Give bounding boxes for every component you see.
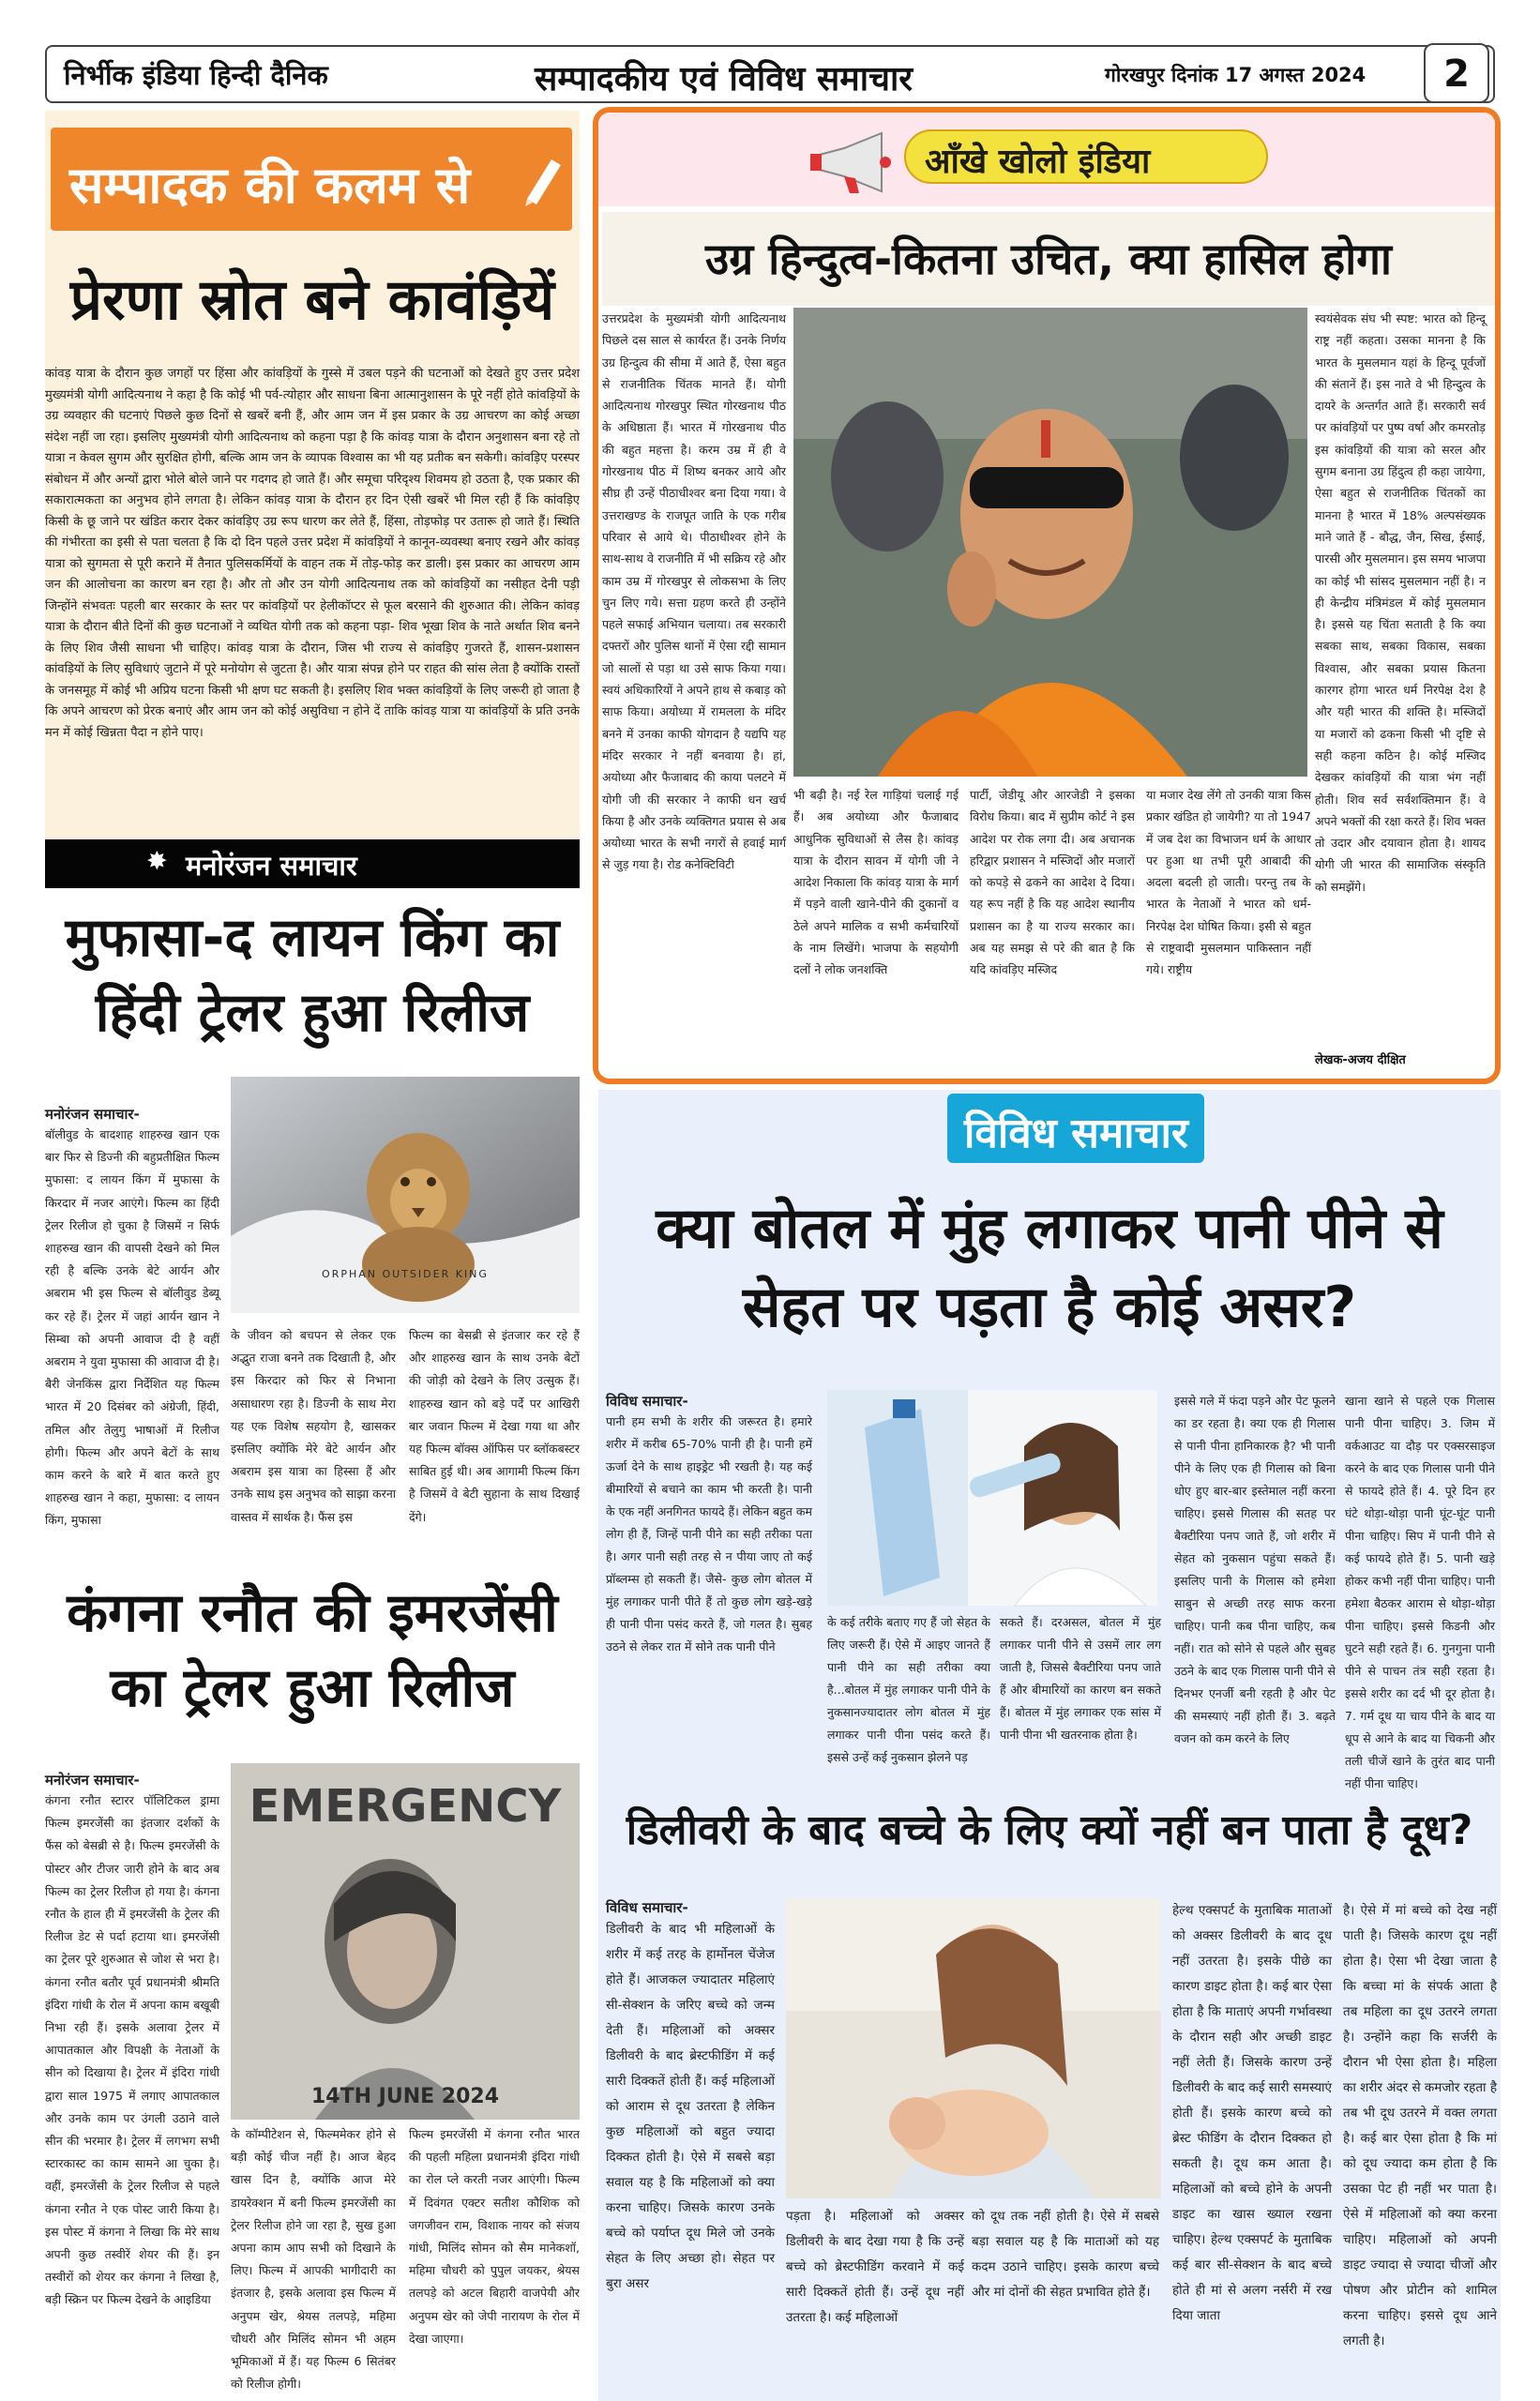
- bottle-text-1: पानी हम सभी के शरीर की जरूरत है। हमारे शरीर में करीब 65-70% पानी ही है। पानी हमें ऊर्जा देने के साथ हाइड्रेट भी रखती है। यह कई बीमारियों से बचाने का काम भी करती है। पानी के एक नहीं अनगिनत फायदे हैं। लेकिन बहुत कम लोग ही हैं, जिन्हें पानी पीने का सही तरीका पता है। अगर पानी सही तरह से न पीया जाए तो कई प्रॉब्लम्स हो सकती हैं। जैसे- कुछ लोग बोतल में मुंह लगाकर पानी पीते हैं तो कुछ लोग खड़े-खड़े ही पानी पीना पसंद करते हैं, जो गलत है। सुबह उठने से लेकर रात में सोने तक पानी पीने: [606, 1414, 812, 1654]
- editorial-banner: [51, 128, 572, 231]
- mufasa-column-3: फिल्म का बेसब्री से इंतजार कर रहे हैं और शाहरुख खान के साथ उनके बेटों की जोड़ी को देखने के लिए उत्सुक हैं। शाहरुख खान को बड़े पर्दे पर आखिरी बार जवान फिल्म में देखा गया था और यह फिल्म बॉक्स ऑफिस पर ब्लॉकबस्टर साबित हुई थी। अब आगामी फिल्म किंग है जिसमें वे बेटी सुहाना के साथ दिखाई देंगे।: [409, 1328, 580, 1524]
- delivery-photo: [786, 1898, 1161, 2198]
- bottle-photo: [827, 1390, 1157, 1606]
- bottle-column-3: सकते हैं। दरअसल, बोतल में मुंह लगाकर पानी पीने से उसमें लार लग जाती है, जिससे बैक्टीरिया पनप जाते हैं और बीमारियों का कारण बन सकते हैं। बोतल में मुंह लगाकर एक सांस में पानी पीना भी खतरनाक होता है।: [1000, 1615, 1161, 1742]
- mufasa-byline: मनोरंजन समाचार-: [45, 1106, 140, 1123]
- pen-icon: [520, 154, 565, 206]
- mufasa-column-2: के जीवन को बचपन से लेकर एक अद्भुत राजा बनने तक दिखाती है, और इस किरदार को फिर से निभाना असाधारण रहा है। डिज्नी के साथ मेरा यह एक विशेष सहयोग है, खासकर इसलिए क्योंकि मेरे बेटे आर्यन और अबराम इस यात्रा का हिस्सा हैं और उनके साथ इस अनुभव को साझा करना वास्तव में सार्थक है। फैंस इस: [231, 1328, 396, 1524]
- kangana-text-1: कंगना रनौत स्टारर पॉलिटिकल ड्रामा फिल्म इमरजेंसी का इंतजार दर्शकों के फैंस को बेसब्री से है। फिल्म इमरजेंसी के पोस्टर और टीजर जारी होने के बाद अब फिल्म का ट्रेलर रिलीज हो गया है। कंगना रनौत के हाल ही में इमरजेंसी के ट्रेलर की रिलीज डेट से पर्दा हटाया था। इमरजेंसी का ट्रेलर पूरे शुरुआत से जोश से भरा है। कंगना रनौत बतौर पूर्व प्रधानमंत्री श्रीमति इंदिरा गांधी के रोल में अपना काम बखूबी निभा रही हैं। इसके अलावा ट्रेलर में आपातकाल और विपक्षी के नेताओं के सीन को दिखाया है। ट्रेलर में इंदिरा गांधी द्वारा साल 1975 में लगाए आपातकाल और उनके काम पर उंगली उठाने वाले सीन की भरमार है। ट्रेलर में लगभग सभी स्टारकास्ट का काम सामने आ चुका है। वहीं, इमरजेंसी के ट्रेलर रिलीज से पहले कंगना रनौत ने एक पोस्ट जारी किया है। इस पोस्ट में कंगना ने लिखा कि मेरे साथ अपनी कुछ तस्वीरें शेयर की हैं। इन तस्वीरों को शेयर कर कंगना ने लिखा है, बड़ी स्क्रिन पर फिल्म देखने के आइडिया: [45, 1793, 219, 2307]
- editorial-headline: प्रेरणा स्रोत बने कावंड़ियें: [69, 267, 555, 333]
- entertainment-section-bar: [45, 839, 580, 888]
- poster-date: 14TH JUNE 2024: [310, 2085, 500, 2108]
- masthead: [45, 45, 1495, 103]
- dateline: गोरखपुर दिनांक 17 अगस्त 2024: [1105, 64, 1366, 86]
- kangana-byline: मनोरंजन समाचार-: [45, 1772, 140, 1789]
- feature-column-right: स्वयंसेवक संघ भी स्पष्ट: भारत को हिन्दू राष्ट्र नहीं कहता। उसका मानना है कि भारत के मुसलमान यहां के हिन्दू पूर्वजों की संतानें हैं। इस नाते वे भी हिन्दुत्व के दायरे के अन्तर्गत आते हैं। सरकारी सर्व पर कांवड़ियों पर पुष्प वर्षा और कमरतोड़ इस कांवड़ियों की यात्रा को सरल और सुगम बनाना उग्र हिंदुत्व ही कहा जायेगा, ऐसा बहुत से राजनीतिक चिंतकों का मानना है भारत में 18% अल्पसंख्यक माने जाते हैं - बौद्ध, जैन, सिख, ईसाई, पारसी और मुसलमान। इस समय भाजपा का कोई भी सांसद मुसलमान नहीं है। न ही केन्द्रीय मंत्रिमंडल में कोई मुसलमान है। इससे यह चिंता सताती है कि क्या सबका साथ, सबका विकास, सबका विश्वास, और सबका प्रयास कितना कारगर होगा भारत धर्म निरपेक्ष देश है और यही भारत की शक्ति है। मस्जिदों या मजारों को ढकना किसी भी दृष्टि से सही कहना कठिन है। कोई मस्जिद देखकर कांवड़ियों की यात्रा भंग नहीं होती। शिव सर्व सर्वशक्तिमान हैं। वे अपने भक्तों की रक्षा करते हैं। शिव भक्त तो उदार और दयावान होता है। शायद योगी जी भारत की सामाजिक संस्कृति को समझेंगे।: [1315, 311, 1486, 894]
- editorial-section: [45, 111, 580, 840]
- mufasa-poster-image: [231, 1077, 580, 1313]
- page-number: 2: [1424, 43, 1489, 103]
- kangana-column-3: फिल्म इमरजेंसी में कंगना रनौत भारत की पहली महिला प्रधानमंत्री इंदिरा गांधी का रोल प्ले करती नजर आएंगी। फिल्म में दिवंगत एक्टर सतीश कौशिक को जगजीवन राम, विशाक नायर को संजय गांधी, मिलिंद सोमन को सैम मानेकशॉ, महिमा चौधरी को पुपुल जयकर, श्रेयस तलपड़े को अटल बिहारी वाजपेयी और अनुपम खेर को जेपी नारायण के रोल में देखा जाएगा।: [409, 2127, 580, 2346]
- bottle-column-2: के कई तरीके बताए गए हैं जो सेहत के लिए जरूरी हैं। ऐसे में आइए जानते हैं पानी पीने का सही तरीका क्या है...बोतल में मुंह लगाकर पानी पीने के नुकसानज्यादातर लोग बोतल में मुंह लगाकर पानी पीना पसंद करते हैं। इससे उन्हें कई नुकसान झेलने पड़: [827, 1615, 990, 1764]
- feature-photo: [793, 308, 1307, 777]
- feature-column-bottom-2: पार्टी, जेडीयू और आरजेडी ने इसका विरोध किया। बाद में सुप्रीम कोर्ट ने इस आदेश पर रोक लगा दी। अब अचानक हरिद्वार प्रशासन ने मस्जिदों और मजारों को कपड़े से ढकने का आदेश दे दिया। यह रूप नहीं है कि यह आदेश स्थानीय प्रशासन का है या राज्य सरकार का। अब यह समझ से परे की बात है कि यदि कांवड़िए मस्जिद: [970, 788, 1135, 977]
- feature-tag-text: आँखे खोलो इंडिया: [925, 143, 1151, 181]
- delivery-headline: डिलीवरी के बाद बच्चे के लिए क्यों नहीं बन पाता है दूध?: [626, 1806, 1473, 1854]
- delivery-text-1: डिलीवरी के बाद भी महिलाओं के शरीर में कई तरह के हार्मोनल चेंजेज होते हैं। आजकल ज्यादातर महिलाएं सी-सेक्शन के जरिए बच्चे को जन्म देती हैं। महिलाओं को अक्सर डिलीवरी के बाद ब्रेस्टफीडिंग में कई सारी दिक्कतें होती हैं। कई महिलाओं को आराम से दूध उतरता है लेकिन कुछ महिलाओं को बहुत ज्यादा दिक्कत होती है। ऐसे में सबसे बड़ा सवाल यह है कि महिलाओं को क्या करना चाहिए। जिसके कारण उनके बच्चे को पर्याप्त दूध मिले जो उनके सेहत के लिए अच्छा हो। सेहत पर बुरा असर: [606, 1922, 775, 2291]
- feature-section: [593, 107, 1501, 1084]
- section-title: सम्पादकीय एवं विविध समाचार: [535, 60, 913, 98]
- delivery-column-3: को दूध तक नहीं होती है। ऐसे में सबसे बड़ा सवाल यह है कि माताओं को यह कदम उठाने चाहिए। इसके कारण बच्चे और मां दोनों की सेहत प्रभावित होते हैं।: [972, 2209, 1159, 2300]
- feature-tag: [904, 129, 1268, 184]
- delivery-column-2: पड़ता है। महिलाओं को अक्सर डिलीवरी के बाद देखा गया है कि उन्हें बच्चे को ब्रेस्टफीडिंग करवाने में कई सारी दिक्कतें होती हैं। उन्हें दूध नहीं उतरता है। कई महिलाओं: [786, 2209, 964, 2325]
- mufasa-headline: मुफासा-द लायन किंग का हिंदी ट्रेलर हुआ रिलीज: [65, 907, 560, 1044]
- feature-column-bottom-3: या मजार देख लेंगे तो उनकी यात्रा किस प्रकार खंडित हो जायेगी? या तो 1947 में जब देश का विभाजन धर्म के आधार पर हुआ था तभी पूरी आबादी की अदला बदली हो जाती। परन्तु तब के भारत के नेताओं ने भारत को धर्म-निरपेक्ष देश घोषित किया। इसी से बहुत से राष्ट्रवादी मुसलमान पाकिस्तान नहीं गये। राष्ट्रीय: [1146, 788, 1311, 977]
- kangana-headline: कंगना रनौत की इमरजेंसी का ट्रेलर हुआ रिलीज: [67, 1582, 558, 1719]
- entertainment-section-label: मनोरंजन समाचार: [186, 850, 357, 882]
- vividh-tag: [947, 1094, 1204, 1163]
- editorial-body: कांवड़ यात्रा के दौरान कुछ जगहों पर हिंसा और कांवड़ियों के गुस्से में उबल पड़ने की घटनाओं को देखते हुए उत्तर प्रदेश मुख्यमंत्री योगी आदित्यनाथ ने कहा है कि कोई भी पर्व-त्योहार और साधना बिना आत्मानुशासन के पूरे नहीं होते कांवड़ियों के उग्र व्यवहार की घटनाएं पिछले कुछ दिनों से खबरें बनी हैं, और आम जन में इस प्रकार के उग्र आचरण का कोई अच्छा संदेश नहीं जा रहा। इसलिए मुख्यमंत्री योगी आदित्यनाथ को कहना पड़ा है कि कांवड़ यात्रा के दौरान अनुशासन बना रहे तो यात्रा न केवल सुगम और सुरक्षित होगी, बल्कि आम जन के व्यापक विश्वास का भी यह प्रतीक बन सकेगी। कांवड़िए परस्पर संबोधन में और अन्यों द्वारा भोले बोले जाने पर गदगद हो जाते हैं। और समूचा परिदृश्य शिवमय हो उठता है, एक प्रकार की सकारात्मकता का अनुभव होने लगता है। लेकिन कांवड़ यात्रा के दौरान हर दिन ऐसी खबरें भी मिल रही हैं कि कांवड़िए किसी के छू जाने पर खंडित करार देकर कांवड़िए उग्र रूप धारण कर लेते हैं, हिंसा, तोड़फोड़ पर उतारू हो जाते हैं। स्थिति की गंभीरता का इसी से पता चलता है कि दो दिन पहले उत्तर प्रदेश में कांवड़ियों ने कानून-व्यवस्था बनाए रखने और कांवड़ यात्रा को सुगमता से पूरी कराने में तैनात पुलिसकर्मियों के वाहन तक में तोड़-फोड़ कर डाली। इस प्रकार का आचरण आम जन की आलोचना का कारण बन रहा है। और तो और उन योगी आदित्यनाथ तक को कांवड़ियों का नसीहत देनी पड़ी जिन्होंने संभवतः पहली बार सरकार के स्तर पर कांवड़ियों पर हेलीकॉप्टर से फूल बरसाने की शुरुआत की। लेकिन कांवड़ यात्रा के दौरान बीते दिनों की कुछ घटनाओं ने व्यथित योगी तक को कहना पड़ा- शिव भूखा शिव के नाते अर्थात शिव बनने के लिए शिव जैसी साधना भी चाहिए। कांवड़ यात्रा के दौरान, जिस भी राज्य से कांवड़िए गुजरते हैं, शासन-प्रशासन कांवड़ियों के लिए सुविधाएं जुटाने में पूरे मनोयोग से जुटता है। और यात्रा संपन्न होने पर राहत की सांस लेता है क्योंकि रास्तों के जनसमूह में कोई भी अप्रिय घटना किसी भी क्षण घट सकती है। इसलिए शिव भक्त कांवड़ियों के लिए जरूरी हो जाता है कि अपने आचरण को प्रेरक बनाएं और आम जन को कोई असुविधा न होने दें ताकि कांवड़ यात्रा या कांवड़ियों के प्रति उनके मन में कोई खिन्नता पैदा न होने पाए।: [45, 367, 580, 740]
- feature-byline: लेखक-अजय दीक्षित: [1315, 1053, 1406, 1067]
- feature-column-left: उत्तरप्रदेश के मुख्यमंत्री योगी आदित्यनाथ पिछले दस साल से कार्यरत हैं। उनके निर्णय उग्र हिन्दुत्व की सीमा में आते हैं, ऐसा बहुत से राजनीतिक चिंतक मानते हैं। योगी आदित्यनाथ गोरखपुर स्थित गोरखनाथ पीठ के अधिष्ठाता हैं। भारत में गोरखनाथ पीठ की बहुत महत्ता है। करम उम्र में ही वे गोरखनाथ पीठ में शिष्य बनकर आये और सीघ्र ही उन्हें पीठाधीश्वर बना दिया गया। वे उत्तराखण्ड के राजपूत जाति के एक गरीब परिवार से आये थे। पीठाधीश्वर होने के साथ-साथ वे राजनीति में भी सक्रिय रहे और काम उम्र में गोरखपुर से लोकसभा के लिए चुन लिए गये। सत्ता ग्रहण करते ही उन्होंने पहले सफाई अभियान चलाया। तब सरकारी दफ्तरों और पुलिस थानों में ऐसा रद्दी सामान जो सालों से पड़ा था उसे साफ किया गया। स्वयं अधिकारियों ने अपने हाथ से कबाड़ को साफ किया। अयोध्या में रामलला के मंदिर बनने में उनका काफी योगदान है यद्यपि यह मंदिर सरकार ने नहीं बनवाया है। हां, अयोध्या और फैजाबाद की काया पलटने में योगी जी की सरकार ने काफी धन खर्च किया है और उनके व्यक्तिगत प्रयास से अब अयोध्या भारत के सभी नगरों से हवाई मार्ग से जुड़ गया है। रोड कनेक्टिविटी: [602, 311, 786, 872]
- bottle-column-4: इससे गले में फंदा पड़ने और पेट फूलने का डर रहता है। क्या एक ही गिलास से पानी पीना हानिकारक है? भी पानी पीने के लिए एक ही गिलास को बिना धोए हुए बार-बार इस्तेमाल नहीं करना चाहिए। इससे गिलास की सतह पर बैक्टीरिया पनप जाते हैं, जो शरीर में सेहत को नुकसान पहुंचा सकते हैं। इसलिए पानी के गिलास को हमेशा साबुन से अच्छी तरह साफ करना चाहिए। पानी कब पीना चाहिए, कब नहीं। रात को सोने से पहले और सुबह उठने के बाद एक गिलास पानी पीने से दिनभर एनर्जी बनी रहती है और पेट की समस्याएं नहीं होती हैं। 3. बढ़ते वजन को कम करने के लिए: [1174, 1394, 1336, 1745]
- poster-title: EMERGENCY: [249, 1780, 562, 1833]
- mufasa-text-1: बॉलीवुड के बादशाह शाहरुख खान एक बार फिर से डिज्नी की बहुप्रतीक्षित फिल्म मुफासा: द लायन किंग में मुफासा के किरदार में नजर आएंगे। फिल्म का हिंदी ट्रेलर रिलीज हो चुका है जिसमें न सिर्फ शाहरुख खान की वापसी देखने को मिल रही है बल्कि उनके बेटे आर्यन और अबराम भी इस फिल्म से बॉलीवुड डेब्यू कर रहे हैं। ट्रेलर में जहां आर्यन खान ने सिम्बा को अपनी आवाज दी है वहीं अबराम ने युवा मुफासा की आवाज दी है। बैरी जेनकिंस द्वारा निर्देशित यह फिल्म भारत में 20 दिसंबर को अंग्रेजी, हिंदी, तमिल और तेलुगु भाषाओं में रिलीज होगी। फिल्म और अपने बेटों के साथ काम करने के बारे में बात करते हुए शाहरुख खान ने कहा, मुफासा: द लायन किंग, मुफासा: [45, 1127, 219, 1528]
- bottle-headline: क्या बोतल में मुंह लगाकर पानी पीने से सेहत पर पड़ता है कोई असर?: [656, 1196, 1443, 1340]
- delivery-byline: विविध समाचार-: [606, 1899, 688, 1916]
- kangana-column-1: [45, 1771, 219, 2371]
- delivery-column-1: [606, 1898, 775, 2395]
- kangana-column-2: के कॉम्पीटेशन से, फिल्ममेकर होने से बड़ी कोई चीज नहीं है। आज बेहद खास दिन है, क्योंकि आज मेरे डायरेक्शन में बनी फिल्म इमरजेंसी का ट्रेलर रिलीज होने जा रहा है, सुख हुआ अपना काम आप सभी को दिखाने के लिए। फिल्म में आपकी भागीदारी का इंतजार है, इसके अलावा इस फिल्म में अनुपम खेर, श्रेयस तलपड़े, महिमा चौधरी और मिलिंद सोमन भी अहम भूमिकाओं में हैं। यह फिल्म 6 सितंबर को रिलीज होगी।: [231, 2127, 396, 2392]
- feature-banner: [598, 113, 1495, 206]
- feature-column-bottom-1: भी बढ़ी है। नई रेल गाड़ियां चलाई गई हैं। अब अयोध्या और फैजाबाद आधुनिक सुविधाओं से लैस है। कांवड़ यात्रा के दौरान सावन में योगी जी ने आदेश निकाला कि कांवड़ यात्रा के मार्ग में पड़ने वाली खाने-पीने की दुकानों व ठेले अपने मालिक व सभी कर्मचारियों के नाम लिखेंगे। भाजपा के सहयोगी दलों ने लोक जनशक्ति: [793, 788, 959, 977]
- mufasa-poster-caption: ORPHAN OUTSIDER KING: [322, 1268, 489, 1280]
- delivery-column-5: है। ऐसे में मां बच्चे को देख नहीं पाती है। जिसके कारण दूध नहीं होता है। ऐसा भी देखा जाता है कि बच्चा मां के संपर्क आता है तब महिला का दूध उतरने लगता है। उन्होंने कहा कि सर्जरी के दौरान भी ऐसा होता है। महिला का शरीर अंदर से कमजोर रहता है तब भी दूध उतरने में वक्त लगता है। कई बार ऐसा होता है कि मां को दूध ज्यादा कम होता है कि उसका पेट ही नहीं भर पाता है। ऐसे में महिलाओं को क्या करना चाहिए। महिलाओं को अपनी डाइट ज्यादा से ज्यादा चीजों और पोषण और प्रोटीन को शामिल करना चाहिए। इससे दूध आने लगती है।: [1343, 1903, 1497, 2348]
- bottle-byline: विविध समाचार-: [606, 1393, 688, 1410]
- megaphone-icon: [807, 129, 897, 195]
- mufasa-column-1: [45, 1105, 219, 1564]
- feature-headline: उग्र हिन्दुत्व-कितना उचित, क्या हासिल होगा: [602, 212, 1495, 306]
- bottle-column-1: [606, 1392, 812, 1833]
- bottle-column-5: खाना खाने से पहले एक गिलास पानी पीना चाहिए। 3. जिम में वर्कआउट या दौड़ पर एक्सरसाइज करने के बाद एक गिलास पानी पीने से फायदे होते हैं। 4. पूरे दिन हर घंटे थोड़ा-थोड़ा पानी घूंट-घूंट पानी पीना चाहिए। सिप में पानी पीने से कई फायदे होते हैं। 5. पानी खड़े होकर कभी नहीं पीना चाहिए। पानी हमेशा बैठकर आराम से थोड़ा-थोड़ा पीना चाहिए। इससे किडनी और घुटने सही रहते हैं। 6. गुनगुना पानी पीने से पाचन तंत्र सही रहता है। इससे शरीर का दर्द भी दूर होता है। 7. गर्म दूध या चाय पीने के बाद या धूप से आने के बाद या चिकनी और तली चीजें खाने के तुरंत बाद पानी नहीं पीना चाहिए।: [1345, 1394, 1495, 1790]
- emergency-poster-image: [231, 1763, 580, 2120]
- delivery-column-4: हेल्थ एक्सपर्ट के मुताबिक माताओं को अक्सर डिलीवरी के बाद दूध नहीं उतरता है। इसके पीछे का कारण डाइट होता है। कई बार ऐसा होता है कि माताएं अपनी गर्भावस्था के दौरान सही और अच्छी डाइट नहीं लेती हैं। जिसके कारण उन्हें डिलीवरी के बाद कई सारी समस्याएं होती हैं। इसके कारण बच्चे को ब्रेस्ट फीडिंग के दौरान दिक्कत हो सकती है। दूध कम आता है। महिलाओं को बच्चे होने के अपनी डाइट का खास ख्याल रखना चाहिए। हेल्थ एक्सपर्ट के मुताबिक कई बार सी-सेक्शन के बाद बच्चे होते ही मां से अलग नर्सरी में रख दिया जाता: [1172, 1903, 1332, 2323]
- paper-name: निर्भीक इंडिया हिन्दी दैनिक: [64, 59, 328, 91]
- star-icon: ✸: [146, 847, 168, 876]
- vividh-tag-text: विविध समाचार: [964, 1110, 1188, 1157]
- vividh-section: [598, 1090, 1501, 2401]
- editorial-banner-text: सम्पादक की कलम से: [69, 156, 471, 215]
